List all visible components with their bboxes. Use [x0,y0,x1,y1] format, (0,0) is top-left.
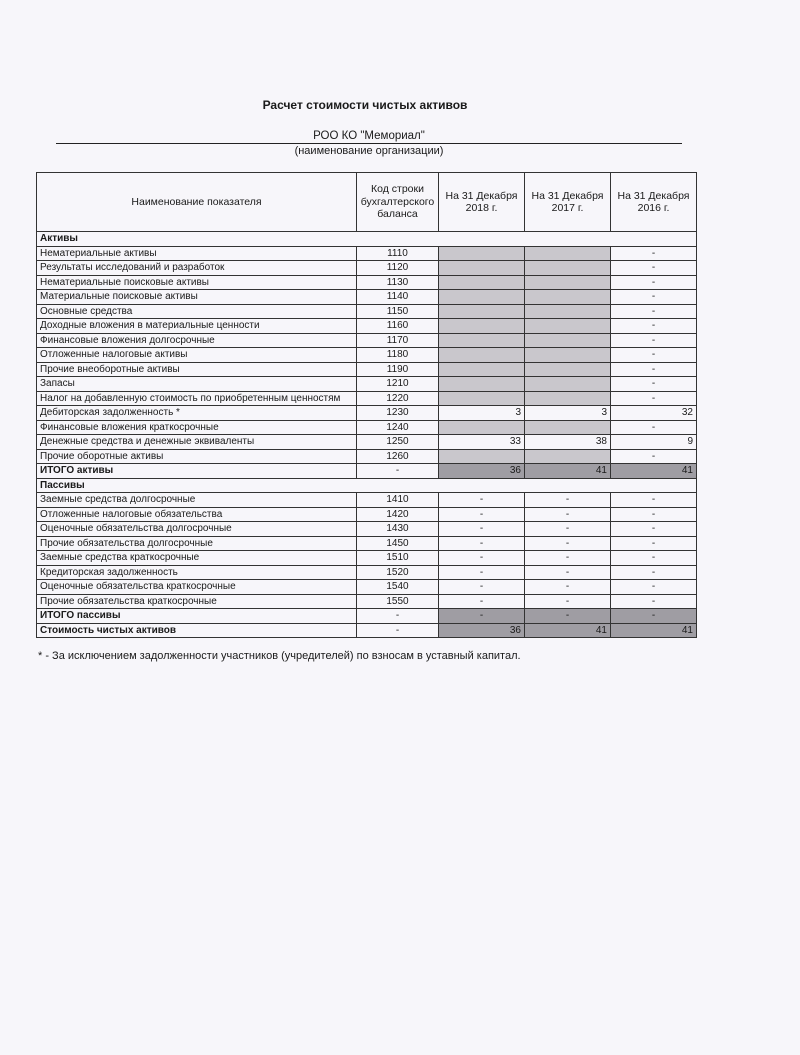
row-name: Нематериальные активы [37,246,357,261]
value-cell: - [525,536,611,551]
table-row [37,362,697,377]
row-name: Прочие оборотные активы [37,449,357,464]
row-name: Стоимость чистых активов [37,623,357,638]
total-row [37,609,697,624]
value-cell: - [611,507,697,522]
value-cell [439,319,525,334]
table-row [37,290,697,305]
header-2018: На 31 Декабря 2018 г. [439,173,525,232]
value-cell: 41 [525,464,611,479]
row-code: - [357,609,439,624]
footnote: * - За исключением задолженности участников (учредителей) по взносам в уставный капитал. [38,650,521,662]
total-row [37,623,697,638]
value-cell: - [611,319,697,334]
row-name: Доходные вложения в материальные ценности [37,319,357,334]
row-code: 1160 [357,319,439,334]
row-code: 1140 [357,290,439,305]
value-cell: 41 [611,623,697,638]
row-name: Денежные средства и денежные эквиваленты [37,435,357,450]
table-row [37,304,697,319]
value-cell: - [439,507,525,522]
table-row [37,449,697,464]
value-cell: - [611,246,697,261]
row-code: 1180 [357,348,439,363]
value-cell: - [611,362,697,377]
row-code: 1240 [357,420,439,435]
value-cell: - [525,493,611,508]
header-2016: На 31 Декабря 2016 г. [611,173,697,232]
value-cell [525,333,611,348]
value-cell [439,333,525,348]
table-row [37,565,697,580]
table-row [37,536,697,551]
row-name: Основные средства [37,304,357,319]
value-cell: 36 [439,464,525,479]
value-cell: 33 [439,435,525,450]
value-cell: 38 [525,435,611,450]
value-cell [525,319,611,334]
value-cell: - [611,580,697,595]
value-cell: - [525,522,611,537]
value-cell: 3 [525,406,611,421]
value-cell [439,362,525,377]
table-row [37,580,697,595]
table-row [37,246,697,261]
value-cell [525,362,611,377]
value-cell: - [611,391,697,406]
total-row [37,464,697,479]
value-cell [439,391,525,406]
value-cell: - [525,565,611,580]
value-cell: - [439,609,525,624]
value-cell: 41 [525,623,611,638]
value-cell: - [611,609,697,624]
table-row [37,522,697,537]
row-name: Прочие обязательства долгосрочные [37,536,357,551]
table-header-row [37,173,697,232]
row-code: 1550 [357,594,439,609]
value-cell [439,304,525,319]
value-cell: - [611,449,697,464]
value-cell [525,420,611,435]
table-row [37,377,697,392]
row-code: - [357,623,439,638]
row-code: 1250 [357,435,439,450]
value-cell: - [439,493,525,508]
section-label: Активы [37,232,697,247]
row-code: 1260 [357,449,439,464]
row-name: Заемные средства краткосрочные [37,551,357,566]
value-cell [525,290,611,305]
value-cell: - [611,594,697,609]
table-row [37,319,697,334]
row-code: 1210 [357,377,439,392]
value-cell [439,246,525,261]
net-assets-table [36,172,697,638]
section-row [37,478,697,493]
row-code: - [357,464,439,479]
value-cell [525,391,611,406]
row-code: 1220 [357,391,439,406]
row-name: Оценочные обязательства краткосрочные [37,580,357,595]
value-cell [525,246,611,261]
value-cell: - [439,522,525,537]
value-cell: - [611,275,697,290]
row-code: 1110 [357,246,439,261]
row-code: 1510 [357,551,439,566]
row-name: Кредиторская задолженность [37,565,357,580]
value-cell: 9 [611,435,697,450]
table-row [37,420,697,435]
value-cell [525,377,611,392]
value-cell [525,275,611,290]
row-name: Оценочные обязательства долгосрочные [37,522,357,537]
row-name: Отложенные налоговые обязательства [37,507,357,522]
value-cell: - [611,522,697,537]
header-code: Код строки бухгалтерского баланса [357,173,439,232]
row-code: 1430 [357,522,439,537]
row-code: 1410 [357,493,439,508]
value-cell [525,261,611,276]
row-name: Нематериальные поисковые активы [37,275,357,290]
row-name: Прочие внеоборотные активы [37,362,357,377]
value-cell: - [525,551,611,566]
row-name: Результаты исследований и разработок [37,261,357,276]
value-cell: - [525,507,611,522]
value-cell: 3 [439,406,525,421]
value-cell: - [611,261,697,276]
value-cell: - [611,493,697,508]
value-cell: - [439,594,525,609]
table-row [37,348,697,363]
value-cell [525,449,611,464]
value-cell: - [611,565,697,580]
header-name: Наименование показателя [37,173,357,232]
value-cell [439,290,525,305]
row-code: 1150 [357,304,439,319]
organization-caption: (наименование организации) [294,145,444,157]
value-cell: - [525,594,611,609]
row-name: Отложенные налоговые активы [37,348,357,363]
table-row [37,594,697,609]
value-cell: - [439,580,525,595]
value-cell: - [611,333,697,348]
value-cell: - [611,304,697,319]
value-cell: 41 [611,464,697,479]
row-code: 1170 [357,333,439,348]
value-cell: - [439,565,525,580]
header-2017: На 31 Декабря 2017 г. [525,173,611,232]
value-cell [439,261,525,276]
row-code: 1420 [357,507,439,522]
table-row [37,507,697,522]
row-name: Материальные поисковые активы [37,290,357,305]
row-name: Дебиторская задолженность * [37,406,357,421]
value-cell: - [439,551,525,566]
value-cell: 32 [611,406,697,421]
row-name: ИТОГО активы [37,464,357,479]
value-cell: - [611,290,697,305]
row-code: 1190 [357,362,439,377]
row-code: 1520 [357,565,439,580]
table-row [37,551,697,566]
value-cell [439,275,525,290]
table-row [37,261,697,276]
value-cell [525,304,611,319]
table-row [37,275,697,290]
value-cell: - [525,580,611,595]
table-row [37,406,697,421]
value-cell [439,449,525,464]
row-name: Запасы [37,377,357,392]
row-code: 1120 [357,261,439,276]
organization-name: РОО КО "Мемориал" [56,130,682,144]
row-name: Налог на добавленную стоимость по приобретенным ценностям [37,391,357,406]
section-label: Пассивы [37,478,697,493]
row-code: 1230 [357,406,439,421]
value-cell: - [525,609,611,624]
row-code: 1450 [357,536,439,551]
row-name: ИТОГО пассивы [37,609,357,624]
value-cell [439,420,525,435]
value-cell: - [611,551,697,566]
table-row [37,391,697,406]
value-cell: - [611,420,697,435]
row-name: Финансовые вложения долгосрочные [37,333,357,348]
value-cell: - [611,348,697,363]
table-row [37,493,697,508]
row-code: 1130 [357,275,439,290]
row-name: Заемные средства долгосрочные [37,493,357,508]
section-row [37,232,697,247]
value-cell [525,348,611,363]
table-body [37,232,697,638]
value-cell [439,377,525,392]
value-cell [439,348,525,363]
row-name: Прочие обязательства краткосрочные [37,594,357,609]
row-code: 1540 [357,580,439,595]
value-cell: - [611,377,697,392]
document-title: Расчет стоимости чистых активов [262,98,468,112]
row-name: Финансовые вложения краткосрочные [37,420,357,435]
table-row [37,333,697,348]
table-row [37,435,697,450]
value-cell: - [439,536,525,551]
value-cell: - [611,536,697,551]
value-cell: 36 [439,623,525,638]
